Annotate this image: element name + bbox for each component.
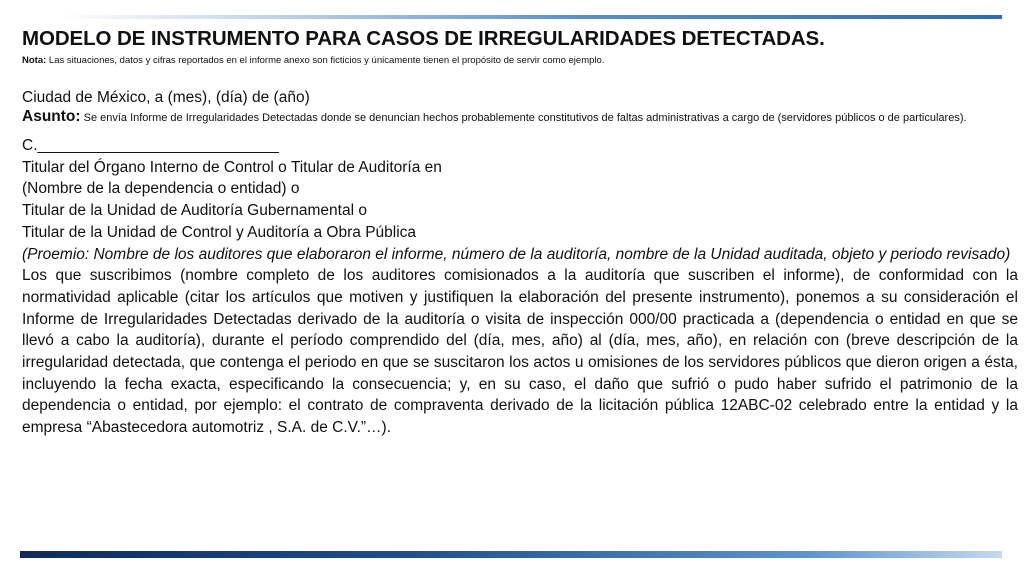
note (22, 54, 1018, 68)
document-title: MODELO DE INSTRUMENTO PARA CASOS DE IRREGULARIDADES DETECTADAS. (22, 27, 825, 50)
city-date: Ciudad de México, a (mes), (día) de (año) (22, 89, 310, 106)
note-text: Las situaciones, datos y cifras reportados en el informe anexo son ficticios y únicamente tienen el propósito de servir como ejemplo. (46, 55, 605, 66)
recipient-block (22, 135, 1018, 244)
subject (22, 108, 1018, 127)
note-label: Nota: (22, 55, 47, 66)
bottom-accent-bar (20, 551, 1002, 558)
recipient-line: Titular de la Unidad de Auditoría Gubernamental o (22, 202, 367, 220)
top-accent-bar (60, 15, 1002, 19)
recipient-line: (Nombre de la dependencia o entidad) o (22, 180, 300, 198)
recipient-line: Titular de la Unidad de Control y Auditoría a Obra Pública (22, 223, 417, 241)
subject-text: Se envía Informe de Irregularidades Detectadas donde se denuncian hechos probablemente constitutivos de faltas administrativas a cargo de (servidores públicos o de particulares). (80, 112, 967, 124)
body-paragraph: Los que suscribimos (nombre completo de los auditores comisionados a la auditoría que suscriben el informe), de conformidad con la normatividad aplicable (citar los artículos que motiven y justifiquen la elaboración del presente instrumento), ponemos a su consideración el Informe de Irregularidades Detectadas derivado de la auditoría o visita de inspección 000/00 practicada a (dependencia o entidad en que se llevó a cabo la auditoría), durante el período comprendido del (día, mes, año) al (día, mes, año), en relación con (breve descripción de la irregularidad detectada, que contenga el periodo en que se suscitaron los actos u omisiones de los servidores públicos que dieron origen a ésta, incluyendo la fecha exacta, especificando la consecuencia; y, en su caso, el daño que sufrió o pudo haber sufrido el patrimonio de la dependencia o entidad, por ejemplo: el contrato de compraventa derivado de la licitación pública 12ABC-02 celebrado entre la entidad y la empresa “Abastecedora automotriz , S.A. de C.V.”…). (22, 267, 1018, 437)
recipient-line: Titular del Órgano Interno de Control o Titular de Auditoría en (22, 158, 442, 176)
proemio: (Proemio: Nombre de los auditores que elaboraron el informe, número de la auditoría, nombre de la Unidad auditada, objeto y periodo revisado) (22, 245, 1011, 263)
recipient-line: C.____________________________ (22, 137, 279, 154)
subject-label: Asunto: (22, 108, 81, 125)
document-body (22, 26, 1018, 439)
